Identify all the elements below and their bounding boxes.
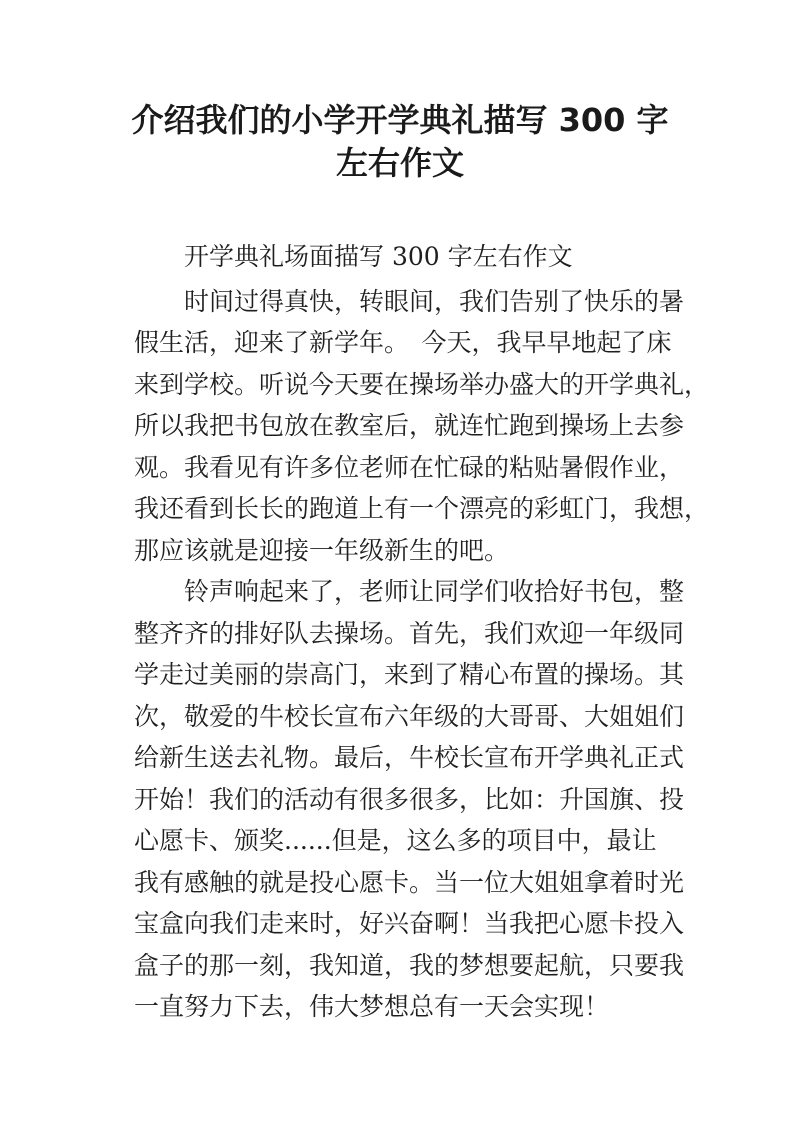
essay-line-14: 心愿卡、颁奖......但是，这么多的项目中，最让 xyxy=(134,826,657,855)
essay-line-18: 一直努力下去，伟大梦想总有一天会实现！ xyxy=(134,992,610,1021)
essay-line-3: 来到学校。听说今天要在操场举办盛大的开学典礼， xyxy=(134,370,710,399)
essay-line-5: 观。我看见有许多位老师在忙碌的粘贴暑假作业， xyxy=(134,453,685,482)
document-title-line-2: 左右作文 xyxy=(335,144,464,182)
essay-line-2: 假生活，迎来了新学年。 今天，我早早地起了床 xyxy=(134,328,672,357)
essay-line-8: 铃声响起来了，老师让同学们收拾好书包，整 xyxy=(184,577,685,606)
essay-line-9: 整齐齐的排好队去操场。首先，我们欢迎一年级同 xyxy=(134,619,685,648)
essay-line-13: 开始！我们的活动有很多很多，比如：升国旗、投 xyxy=(134,785,685,814)
essay-line-17: 盒子的那一刻，我知道，我的梦想要起航，只要我 xyxy=(134,951,685,980)
essay-line-1: 时间过得真快，转眼间，我们告别了快乐的暑 xyxy=(184,287,685,316)
essay-line-15: 我有感触的就是投心愿卡。当一位大姐姐拿着时光 xyxy=(134,868,685,897)
essay-subtitle: 开学典礼场面描写 300 字左右作文 xyxy=(184,242,573,271)
document-title-line-1: 介绍我们的小学开学典礼描写 300 字 xyxy=(131,101,669,139)
essay-line-12: 给新生送去礼物。最后，牛校长宣布开学典礼正式 xyxy=(134,743,685,772)
essay-line-11: 次，敬爱的牛校长宣布六年级的大哥哥、大姐姐们 xyxy=(134,702,685,731)
essay-line-10: 学走过美丽的崇高门，来到了精心布置的操场。其 xyxy=(134,660,685,689)
essay-line-7: 那应该就是迎接一年级新生的吧。 xyxy=(134,536,510,565)
essay-line-6: 我还看到长长的跑道上有一个漂亮的彩虹门，我想， xyxy=(134,494,710,523)
essay-line-4: 所以我把书包放在教室后，就连忙跑到操场上去参 xyxy=(134,411,685,440)
essay-line-16: 宝盒向我们走来时，好兴奋啊！当我把心愿卡投入 xyxy=(134,909,685,938)
